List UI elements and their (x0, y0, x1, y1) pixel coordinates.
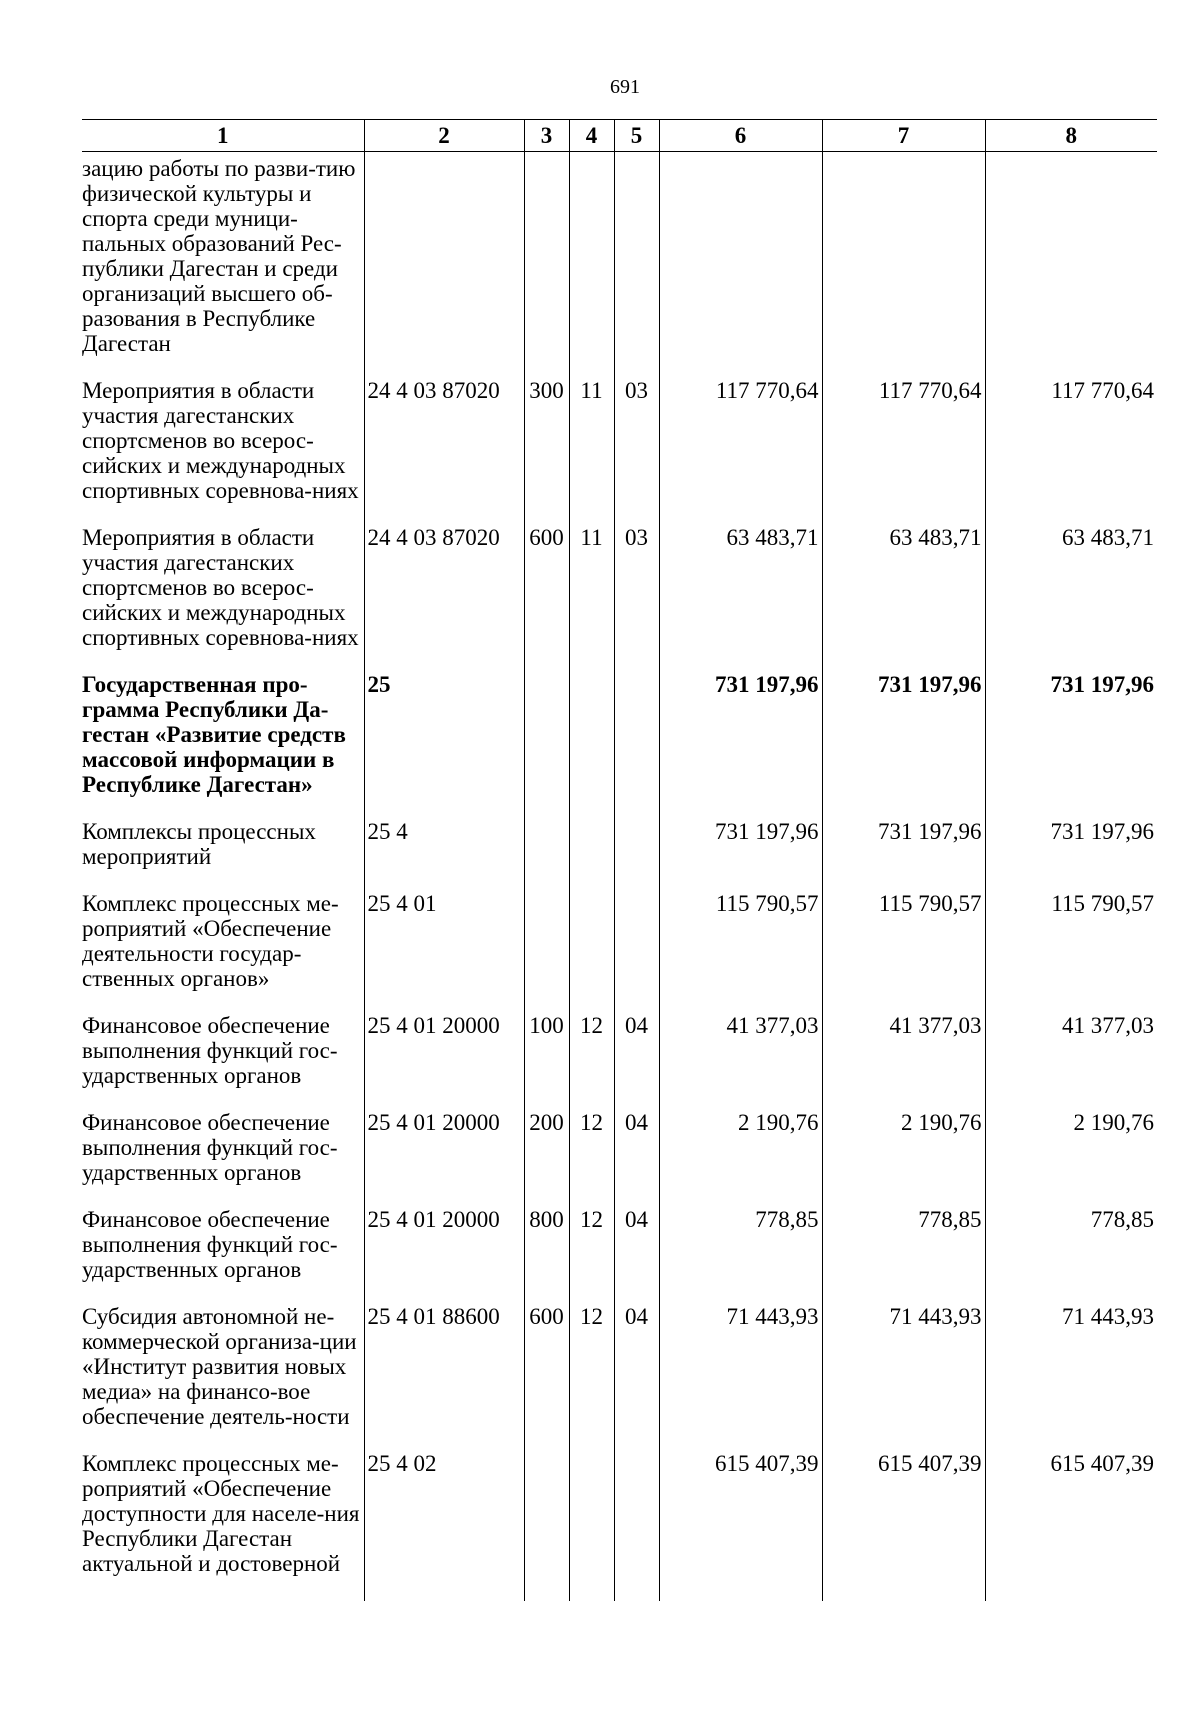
row-target-code (364, 152, 524, 375)
row-amount-year-1: 117 770,64 (659, 374, 822, 521)
row-amount-year-2: 2 190,76 (822, 1106, 985, 1203)
row-subsection (614, 152, 659, 375)
column-header: 2 (364, 120, 524, 152)
row-section (569, 815, 614, 887)
table-row (82, 1447, 1157, 1601)
row-amount-year-3 (985, 152, 1157, 375)
row-subsection (614, 815, 659, 887)
row-amount-year-3: 71 443,93 (985, 1300, 1157, 1447)
column-header: 6 (659, 120, 822, 152)
row-expense-type: 100 (524, 1009, 569, 1106)
column-header: 3 (524, 120, 569, 152)
row-expense-type (524, 887, 569, 1009)
row-amount-year-1: 731 197,96 (659, 668, 822, 815)
table-row (82, 815, 1157, 887)
row-name: Комплекс процессных ме-роприятий «Обеспечение доступности для населе-ния Республики Дагестан актуальной и достоверной (82, 1447, 364, 1601)
row-amount-year-1: 63 483,71 (659, 521, 822, 668)
row-amount-year-3: 731 197,96 (985, 815, 1157, 887)
row-target-code: 24 4 03 87020 (364, 374, 524, 521)
row-amount-year-1: 115 790,57 (659, 887, 822, 1009)
row-amount-year-3: 117 770,64 (985, 374, 1157, 521)
row-name: Комплекс процессных ме-роприятий «Обеспечение деятельности государ-ственных органов» (82, 887, 364, 1009)
row-amount-year-2: 731 197,96 (822, 668, 985, 815)
row-amount-year-2: 71 443,93 (822, 1300, 985, 1447)
row-amount-year-1: 615 407,39 (659, 1447, 822, 1601)
column-header: 7 (822, 120, 985, 152)
row-subsection (614, 668, 659, 815)
row-amount-year-2: 41 377,03 (822, 1009, 985, 1106)
row-section: 11 (569, 521, 614, 668)
row-amount-year-1: 731 197,96 (659, 815, 822, 887)
row-subsection: 04 (614, 1009, 659, 1106)
row-section (569, 1447, 614, 1601)
row-section (569, 152, 614, 375)
row-section: 12 (569, 1106, 614, 1203)
row-amount-year-1: 71 443,93 (659, 1300, 822, 1447)
column-header: 8 (985, 120, 1157, 152)
row-expense-type (524, 815, 569, 887)
row-target-code: 25 4 01 20000 (364, 1106, 524, 1203)
row-amount-year-3: 731 197,96 (985, 668, 1157, 815)
row-name: Мероприятия в области участия дагестанских спортсменов во всерос-сийских и международных спортивных соревнова-ниях (82, 521, 364, 668)
row-amount-year-1: 778,85 (659, 1203, 822, 1300)
row-target-code: 25 4 02 (364, 1447, 524, 1601)
row-amount-year-2: 778,85 (822, 1203, 985, 1300)
row-amount-year-2: 731 197,96 (822, 815, 985, 887)
row-amount-year-3: 615 407,39 (985, 1447, 1157, 1601)
table-row-program (82, 668, 1157, 815)
table-row (82, 521, 1157, 668)
row-expense-type (524, 1447, 569, 1601)
row-name: Субсидия автономной не-коммерческой организа-ции «Институт развития новых медиа» на финансо-вое обеспечение деятель-ности (82, 1300, 364, 1447)
table-row (82, 1009, 1157, 1106)
row-name: Финансовое обеспечение выполнения функций гос-ударственных органов (82, 1203, 364, 1300)
row-subsection: 03 (614, 374, 659, 521)
row-expense-type: 200 (524, 1106, 569, 1203)
column-header: 1 (82, 120, 364, 152)
row-section (569, 668, 614, 815)
row-subsection: 04 (614, 1106, 659, 1203)
row-subsection: 04 (614, 1300, 659, 1447)
row-section: 12 (569, 1009, 614, 1106)
row-name: Финансовое обеспечение выполнения функций гос-ударственных органов (82, 1106, 364, 1203)
column-header: 4 (569, 120, 614, 152)
row-amount-year-2: 117 770,64 (822, 374, 985, 521)
row-section: 12 (569, 1300, 614, 1447)
row-amount-year-3: 778,85 (985, 1203, 1157, 1300)
row-name: зацию работы по разви-тию физической культуры и спорта среди муници-пальных образований Рес-публики Дагестан и среди организаций высшего об-разования в Республике Дагестан (82, 152, 364, 375)
page-number: 691 (610, 76, 640, 98)
row-name: Комплексы процессных мероприятий (82, 815, 364, 887)
row-name: Финансовое обеспечение выполнения функций гос-ударственных органов (82, 1009, 364, 1106)
row-target-code: 25 4 (364, 815, 524, 887)
table-row (82, 1203, 1157, 1300)
row-amount-year-3: 115 790,57 (985, 887, 1157, 1009)
row-target-code: 25 (364, 668, 524, 815)
row-amount-year-1 (659, 152, 822, 375)
table-row (82, 152, 1157, 375)
row-amount-year-3: 41 377,03 (985, 1009, 1157, 1106)
table-row (82, 1300, 1157, 1447)
row-section: 12 (569, 1203, 614, 1300)
row-amount-year-1: 41 377,03 (659, 1009, 822, 1106)
row-expense-type: 600 (524, 521, 569, 668)
table-row (82, 1106, 1157, 1203)
table-row (82, 887, 1157, 1009)
row-subsection (614, 1447, 659, 1601)
row-subsection (614, 887, 659, 1009)
row-expense-type: 600 (524, 1300, 569, 1447)
row-name: Мероприятия в области участия дагестанских спортсменов во всерос-сийских и международных спортивных соревнова-ниях (82, 374, 364, 521)
row-target-code: 25 4 01 20000 (364, 1009, 524, 1106)
row-expense-type (524, 152, 569, 375)
column-header: 5 (614, 120, 659, 152)
row-target-code: 25 4 01 20000 (364, 1203, 524, 1300)
row-amount-year-3: 2 190,76 (985, 1106, 1157, 1203)
row-amount-year-2: 615 407,39 (822, 1447, 985, 1601)
table-row (82, 374, 1157, 521)
row-target-code: 24 4 03 87020 (364, 521, 524, 668)
header-row (82, 120, 1157, 152)
row-target-code: 25 4 01 (364, 887, 524, 1009)
row-amount-year-1: 2 190,76 (659, 1106, 822, 1203)
row-amount-year-2: 115 790,57 (822, 887, 985, 1009)
row-amount-year-3: 63 483,71 (985, 521, 1157, 668)
row-expense-type (524, 668, 569, 815)
row-section (569, 887, 614, 1009)
row-section: 11 (569, 374, 614, 521)
row-amount-year-2 (822, 152, 985, 375)
row-subsection: 03 (614, 521, 659, 668)
row-name: Государственная про-грамма Республики Да-гестан «Развитие средств массовой информации в Республике Дагестан» (82, 668, 364, 815)
row-subsection: 04 (614, 1203, 659, 1300)
row-amount-year-2: 63 483,71 (822, 521, 985, 668)
budget-table (82, 119, 1157, 1601)
row-expense-type: 300 (524, 374, 569, 521)
row-expense-type: 800 (524, 1203, 569, 1300)
row-target-code: 25 4 01 88600 (364, 1300, 524, 1447)
